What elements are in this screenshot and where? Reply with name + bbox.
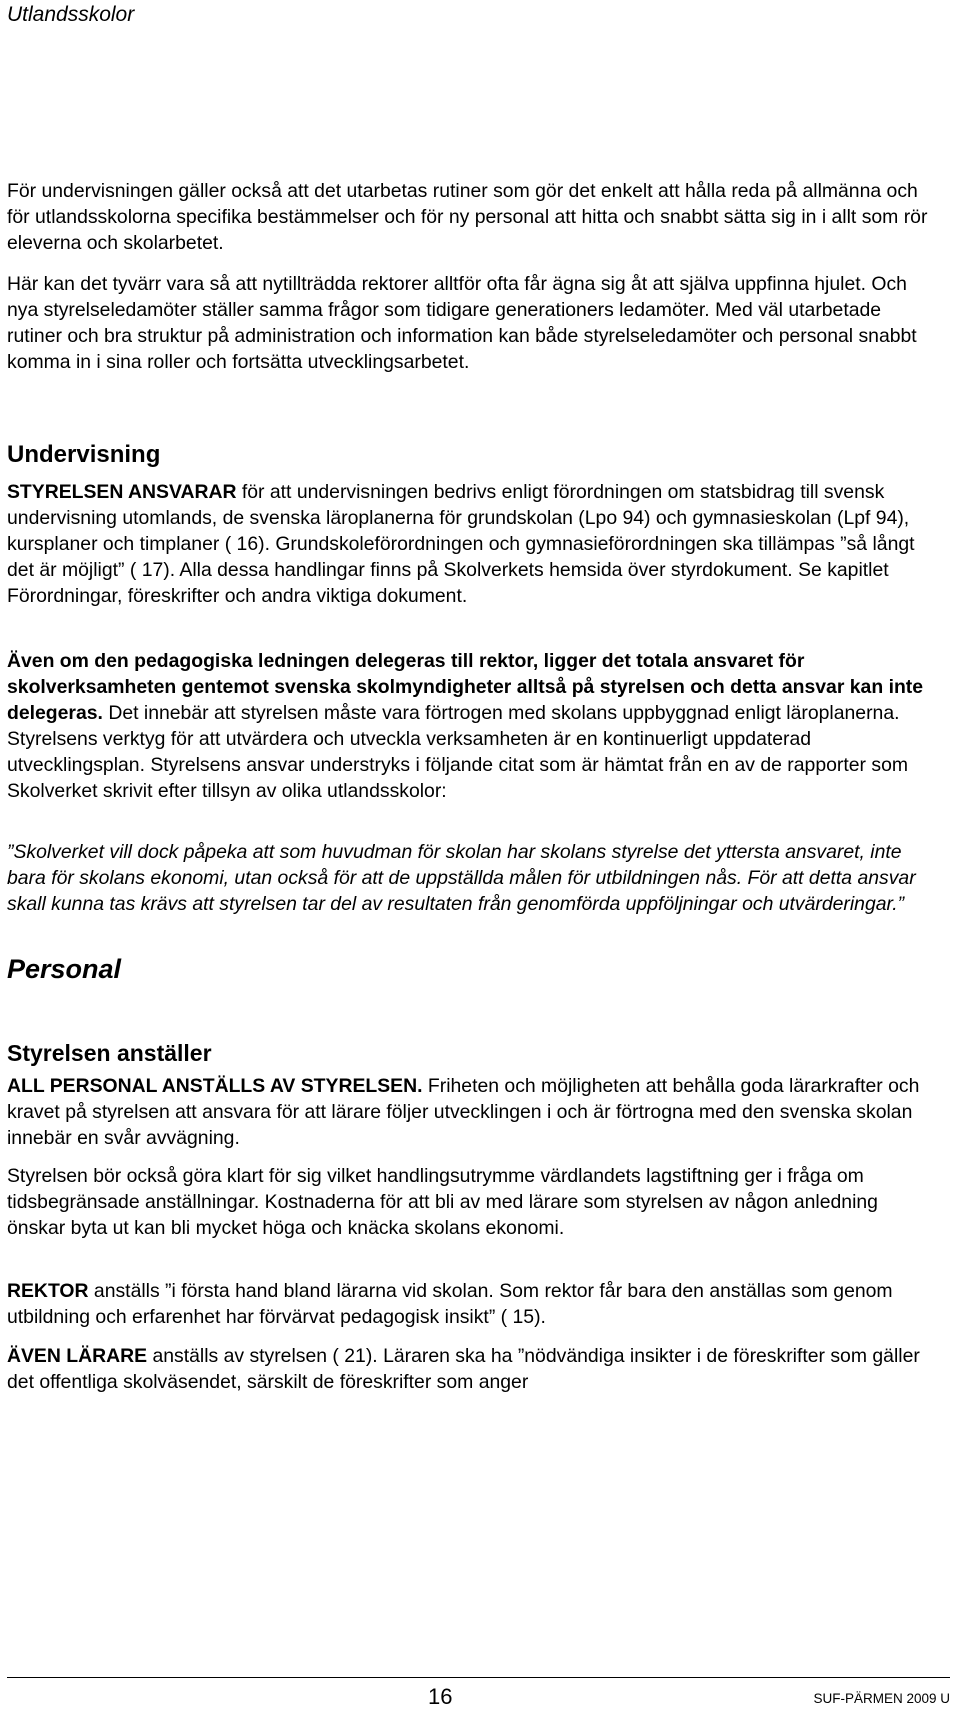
paragraph-text: Friheten och möjligheten att behålla goda lärarkrafter och kravet på styrelsen att ansvara för att lärare följer utvecklingen i och är förtrogna med den svenska skolan innebär en svår avvägning.: [7, 1075, 920, 1150]
footer-reference: SUF-PÄRMEN 2009 U: [813, 1691, 950, 1706]
personal-paragraph-larare: [7, 1343, 936, 1395]
paragraph-text: anställs ”i första hand bland lärarna vid skolan. Som rektor får bara den anställas som genom utbildning och erfarenhet har förvärvat pedagogisk insikt” ( 15).: [7, 1280, 893, 1329]
emphasis-styrelsen-ansvarar: STYRELSEN ANSVARAR: [7, 481, 237, 503]
paragraph-text: anställs av styrelsen ( 21). Läraren ska ha ”nödvändiga insikter i de föreskrifter som gäller det offentliga skolväsendet, särskilt de föreskrifter som anger: [7, 1345, 920, 1394]
emphasis-aven-larare: ÄVEN LÄRARE: [7, 1345, 148, 1367]
emphasis-all-personal: ALL PERSONAL ANSTÄLLS AV STYRELSEN.: [7, 1075, 423, 1097]
personal-paragraph-1: [7, 1073, 936, 1151]
footer-divider: [7, 1677, 950, 1678]
skolverket-quote: ”Skolverket vill dock påpeka att som huvudman för skolan har skolans styrelse det yttersta ansvaret, inte bara för skolans ekonomi, utan också för att de uppställda målen för utbildningen nås. För att detta ansvar skall kunna tas krävs att styrelsen tar del av resultaten från genomförda uppföljningar och utvärderingar.”: [7, 841, 916, 916]
emphasis-ansvar-delegeras: Även om den pedagogiska ledningen delegeras till rektor, ligger det totala ansvaret för skolverksamheten gentemot svenska skolmyndigheter alltså på styrelsen och detta ansvar kan inte delegeras.: [7, 650, 924, 725]
paragraph-text: för att undervisningen bedrivs enligt förordningen om statsbidrag till svensk undervisning utomlands, de svenska läroplanerna för grundskolan (Lpo 94) och gymnasieskolan (Lpf 94), kursplaner och timplaner ( 16). Grundskoleförordningen och gymnasieförordningen ska tillämpas ”så långt det är möjligt” ( 17). Alla dessa handlingar finns på Skolverkets hemsida över styrdokument. Se kapitlet Förordningar, föreskrifter och andra viktiga dokument.: [7, 481, 915, 608]
personal-paragraph-rektor: [7, 1278, 936, 1330]
paragraph-text: Det innebär att styrelsen måste vara förtrogen med skolans uppbyggnad enligt läroplanerna. Styrelsens verktyg för att utvärdera och utveckla verksamheten är en kontinuerligt uppdaterad utvecklingsplan. Styrelsens ansvar understryks i följande citat som är hämtat från en av de rapporter som Skolverket skrivit efter tillsyn av olika utlandsskolor:: [7, 702, 909, 803]
subheading-styrelsen-anstaller: Styrelsen anställer: [7, 1040, 212, 1066]
section-heading-undervisning: Undervisning: [7, 441, 161, 468]
intro-paragraph-1: För undervisningen gäller också att det utarbetas rutiner som gör det enkelt att hålla reda på allmänna och för utlandsskolorna specifika bestämmelser och för ny personal att hitta och snabbt sätta sig in i allt som rör eleverna och skolarbetet.: [7, 180, 928, 255]
emphasis-rektor: REKTOR: [7, 1280, 89, 1302]
intro-paragraph-2: Här kan det tyvärr vara så att nytillträdda rektorer alltför ofta får ägna sig åt att själva uppfinna hjulet. Och nya styrelseledamöter ställer samma frågor som tidigare generationers ledamöter. Med väl utarbetade rutiner och bra struktur på administration och information kan både styrelseledamöter och personal snabbt komma in i sina roller och fortsätta utvecklingsarbetet.: [7, 273, 917, 374]
undervisning-paragraph-1: [7, 479, 936, 609]
page-number: 16: [428, 1684, 453, 1709]
section-heading-personal: Personal: [7, 954, 122, 984]
undervisning-paragraph-2: [7, 648, 936, 805]
personal-paragraph-2: Styrelsen bör också göra klart för sig vilket handlingsutrymme värdlandets lagstiftning ger i fråga om tidsbegränsade anställningar. Kostnaderna för att bli av med lärare som styrelsen av någon anledning önskar byta ut kan bli mycket höga och knäcka skolans ekonomi.: [7, 1165, 878, 1240]
running-header: Utlandsskolor: [7, 3, 135, 26]
